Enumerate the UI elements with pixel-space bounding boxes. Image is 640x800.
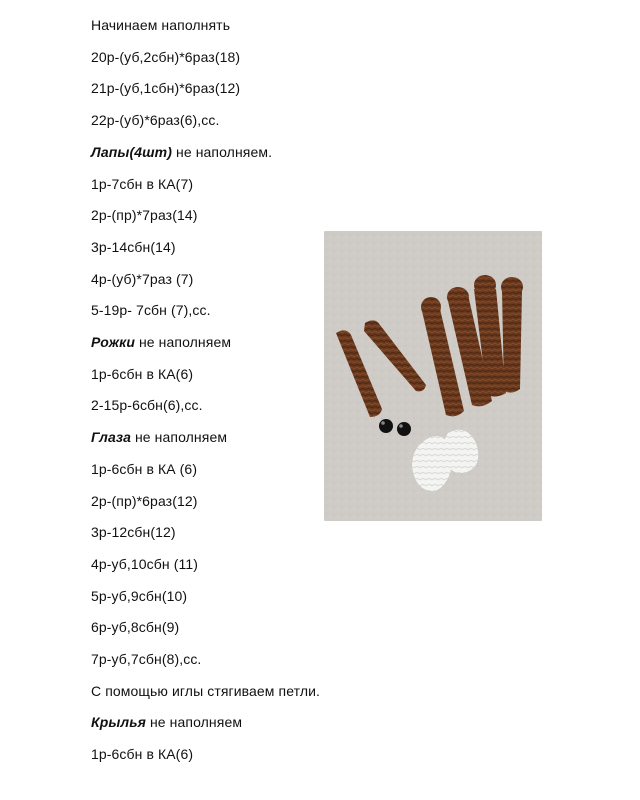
instruction-line (91, 618, 179, 636)
line-text: 3р-14сбн(14) (91, 238, 176, 255)
line-text: 22р-(уб)*6раз(6),сс. (91, 112, 220, 129)
section-title: Рожки (91, 334, 135, 350)
section-title: Лапы(4шт) (91, 143, 172, 160)
instruction-line (91, 492, 198, 510)
section-heading-line (91, 143, 272, 161)
line-text: 5р-уб,9сбн(10) (91, 587, 188, 604)
instruction-line (91, 365, 193, 383)
line-text: 6р-уб,8сбн(9) (91, 619, 180, 636)
line-text: 4р-уб,10сбн (11) (91, 555, 198, 572)
section-heading-line (91, 428, 227, 446)
instruction-line (91, 79, 240, 97)
instruction-line (91, 206, 198, 224)
line-text: 1р-6сбн в КА(6) (91, 365, 194, 382)
section-title: Крылья (91, 714, 146, 731)
line-text: 1р-6сбн в КА(6) (91, 746, 194, 763)
crochet-parts-photo (324, 231, 542, 521)
section-title: Глаза (91, 429, 131, 446)
instruction-line (91, 745, 193, 763)
instruction-line (91, 301, 211, 319)
instruction-line (91, 460, 197, 478)
line-text: 20р-(уб,2сбн)*6раз(18) (91, 48, 241, 65)
line-text: 2р-(пр)*7раз(14) (91, 207, 198, 224)
line-text: Начинаем наполнять (91, 17, 231, 33)
instruction-line (91, 523, 176, 541)
photo-illustration (324, 231, 542, 521)
instruction-line (91, 555, 198, 573)
instruction-line (91, 682, 320, 700)
line-text: не наполняем. (172, 143, 273, 160)
eye-bead (397, 422, 411, 436)
instruction-line (91, 48, 240, 66)
instruction-line (91, 238, 176, 256)
line-text: 7р-уб,7сбн(8),сс. (91, 651, 202, 667)
instruction-line (91, 16, 230, 34)
line-text: 4р-(уб)*7раз (7) (91, 270, 194, 287)
instruction-line (91, 396, 203, 414)
line-text: 2-15р-6сбн(6),сс. (91, 397, 203, 414)
section-heading-line (91, 333, 231, 351)
line-text: С помощью иглы стягиваем петли. (91, 682, 320, 699)
line-text: не наполняем (130, 429, 228, 446)
line-text: 1р-7сбн в КА(7) (91, 175, 194, 192)
line-text: 3р-12сбн(12) (91, 524, 176, 541)
line-text: не наполняем (134, 334, 232, 350)
instruction-line (91, 270, 193, 288)
section-heading-line (91, 713, 242, 731)
instruction-line (91, 587, 187, 605)
line-text: 2р-(пр)*6раз(12) (91, 492, 198, 509)
eye-bead (379, 419, 393, 433)
line-text: 5-19р- 7сбн (7),сс. (91, 302, 211, 319)
line-text: 21р-(уб,1сбн)*6раз(12) (91, 80, 241, 97)
instruction-line (91, 111, 219, 129)
instruction-line (91, 175, 193, 193)
leg-piece (501, 277, 523, 393)
line-text: не наполняем (145, 714, 243, 731)
instruction-line (91, 650, 201, 668)
line-text: 1р-6сбн в КА (6) (91, 460, 198, 477)
